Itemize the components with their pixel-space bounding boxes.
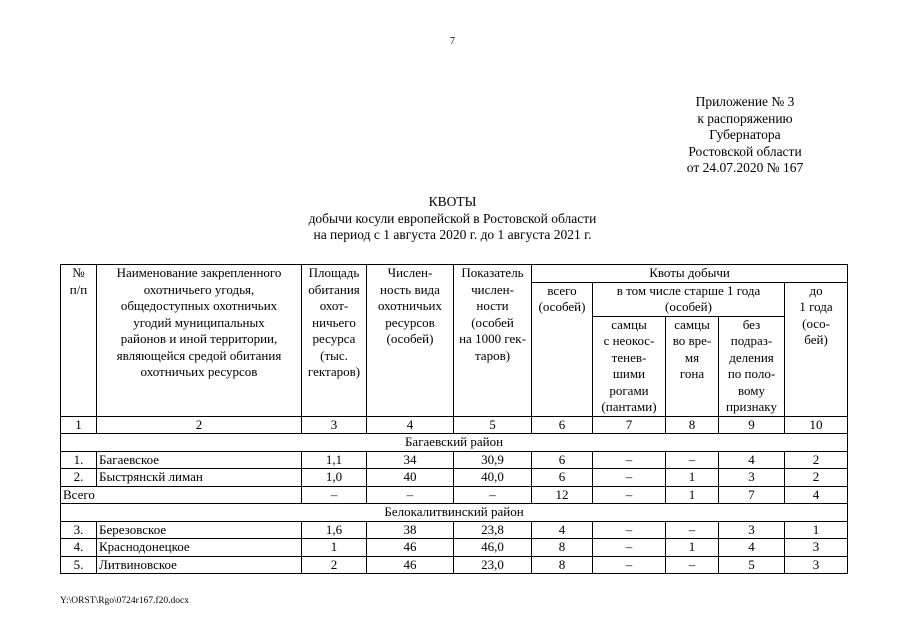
- column-number: 3: [302, 416, 367, 434]
- cell-males-antlers: –: [593, 556, 666, 574]
- cell-num: 1.: [61, 451, 97, 469]
- cell-total-label: Всего: [61, 486, 302, 504]
- cell-no-sex: 5: [719, 556, 785, 574]
- appendix-line: Губернатора: [709, 127, 781, 142]
- table-row: [61, 556, 848, 574]
- header-cell: Числен- ность вида охотничьих ресурсов (особей): [367, 265, 454, 417]
- cell-num: 5.: [61, 556, 97, 574]
- cell-num: 4.: [61, 539, 97, 557]
- column-number: 4: [367, 416, 454, 434]
- header-cell: № п/п: [61, 265, 97, 417]
- header-cell: Наименование закрепленного охотничьего угодья, общедоступных охотничьих угодий муниципальных районов и иной территории, являющейся средой обитания охотничьих ресурсов: [97, 265, 302, 417]
- cell-males-rut: –: [666, 556, 719, 574]
- cell-density: 30,9: [454, 451, 532, 469]
- cell-males-antlers: –: [593, 539, 666, 557]
- cell-name: Краснодонецкое: [97, 539, 302, 557]
- cell-total: 6: [532, 451, 593, 469]
- appendix-line: Приложение № 3: [695, 94, 795, 109]
- header-cell: в том числе старше 1 года (особей): [593, 282, 785, 316]
- table-row: [61, 521, 848, 539]
- column-number: 7: [593, 416, 666, 434]
- cell-density: 40,0: [454, 469, 532, 487]
- column-number-row: [61, 416, 848, 434]
- cell-count: 40: [367, 469, 454, 487]
- header-cell: Показатель числен- ности (особей на 1000 гек- таров): [454, 265, 532, 417]
- cell-males-antlers: –: [593, 469, 666, 487]
- cell-num: 3.: [61, 521, 97, 539]
- document-subtitle: добычи косули европейской в Ростовской области: [308, 210, 597, 226]
- cell-under1: 2: [785, 469, 848, 487]
- table-row: [61, 451, 848, 469]
- cell-no-sex: 4: [719, 539, 785, 557]
- cell-males-rut: –: [666, 451, 719, 469]
- district-row: [61, 504, 848, 522]
- document-heading: [200, 194, 705, 244]
- cell-no-sex: 4: [719, 451, 785, 469]
- cell-males-antlers: –: [593, 486, 666, 504]
- quota-table: [60, 264, 848, 574]
- table-header: [61, 265, 848, 417]
- cell-males-rut: 1: [666, 539, 719, 557]
- appendix-line: Ростовской области: [688, 143, 802, 159]
- cell-density: –: [454, 486, 532, 504]
- header-cell: самцы во вре- мя гона: [666, 316, 719, 416]
- cell-area: 2: [302, 556, 367, 574]
- cell-count: 34: [367, 451, 454, 469]
- header-cell: до 1 года (осо- бей): [785, 282, 848, 416]
- header-cell: всего (особей): [532, 282, 593, 416]
- cell-males-antlers: –: [593, 451, 666, 469]
- cell-density: 23,8: [454, 521, 532, 539]
- cell-count: 46: [367, 556, 454, 574]
- table-row: [61, 469, 848, 487]
- header-cell: Площадь обитания охот- ничьего ресурса (тыс. гектаров): [302, 265, 367, 417]
- cell-area: 1,0: [302, 469, 367, 487]
- cell-name: Березовское: [97, 521, 302, 539]
- cell-under1: 4: [785, 486, 848, 504]
- cell-count: 38: [367, 521, 454, 539]
- document-subtitle: на период с 1 августа 2020 г. до 1 августа 2021 г.: [313, 227, 592, 242]
- cell-total: 8: [532, 556, 593, 574]
- page-number: 7: [450, 36, 455, 47]
- cell-total: 4: [532, 521, 593, 539]
- cell-males-antlers: –: [593, 521, 666, 539]
- cell-density: 23,0: [454, 556, 532, 574]
- appendix-block: [672, 94, 818, 177]
- cell-name: Быстрянскй лиман: [97, 469, 302, 487]
- cell-total: 12: [532, 486, 593, 504]
- cell-under1: 3: [785, 539, 848, 557]
- cell-total: 8: [532, 539, 593, 557]
- cell-under1: 2: [785, 451, 848, 469]
- column-number: 9: [719, 416, 785, 434]
- file-path-footer: Y:\ORST\Rgo\0724r167.f20.docx: [60, 596, 189, 606]
- cell-count: 46: [367, 539, 454, 557]
- cell-males-rut: 1: [666, 469, 719, 487]
- cell-under1: 1: [785, 521, 848, 539]
- appendix-line: от 24.07.2020 № 167: [686, 160, 804, 175]
- document-title: КВОТЫ: [428, 194, 477, 209]
- cell-under1: 3: [785, 556, 848, 574]
- cell-num: 2.: [61, 469, 97, 487]
- total-row: [61, 486, 848, 504]
- cell-males-rut: –: [666, 521, 719, 539]
- cell-total: 6: [532, 469, 593, 487]
- cell-name: Багаевское: [97, 451, 302, 469]
- table-row: [61, 539, 848, 557]
- table-body: [61, 416, 848, 574]
- cell-name: Литвиновское: [97, 556, 302, 574]
- cell-area: –: [302, 486, 367, 504]
- column-number: 2: [97, 416, 302, 434]
- column-number: 1: [61, 416, 97, 434]
- cell-area: 1,1: [302, 451, 367, 469]
- district-name: Белокалитвинский район: [61, 504, 848, 522]
- column-number: 8: [666, 416, 719, 434]
- district-name: Багаевский район: [61, 434, 848, 452]
- header-cell: без подраз- деления по поло- вому признаку: [719, 316, 785, 416]
- column-number: 10: [785, 416, 848, 434]
- header-cell: самцы с неокос- тенев- шими рогами (пантами): [593, 316, 666, 416]
- cell-count: –: [367, 486, 454, 504]
- cell-no-sex: 3: [719, 521, 785, 539]
- column-number: 6: [532, 416, 593, 434]
- cell-no-sex: 3: [719, 469, 785, 487]
- cell-no-sex: 7: [719, 486, 785, 504]
- cell-males-rut: 1: [666, 486, 719, 504]
- district-row: [61, 434, 848, 452]
- column-number: 5: [454, 416, 532, 434]
- appendix-line: к распоряжению: [697, 110, 793, 126]
- header-cell: Квоты добычи: [532, 265, 848, 283]
- cell-area: 1: [302, 539, 367, 557]
- cell-area: 1,6: [302, 521, 367, 539]
- cell-density: 46,0: [454, 539, 532, 557]
